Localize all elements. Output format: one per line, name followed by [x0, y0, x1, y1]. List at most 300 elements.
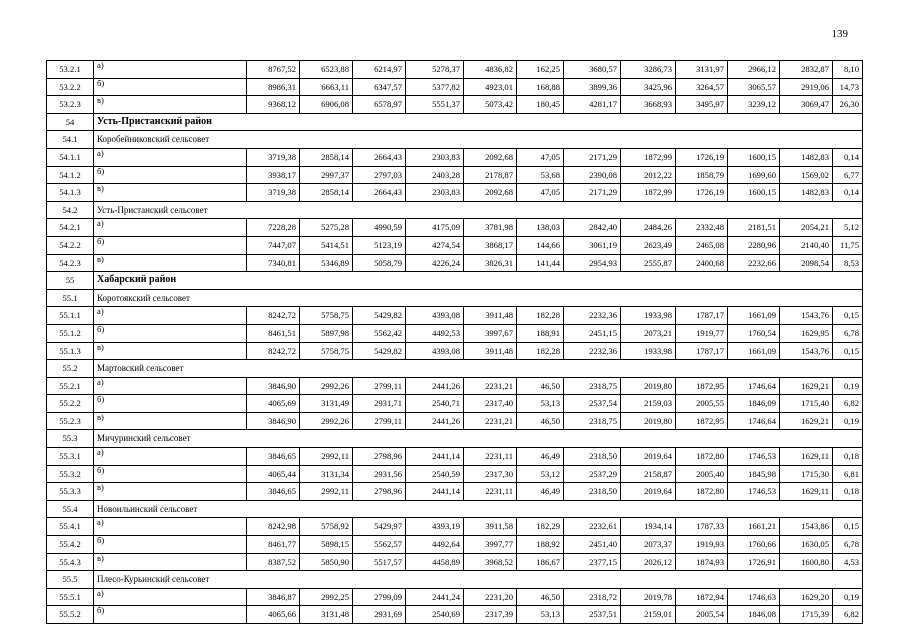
table-cell: 2390,08	[564, 166, 621, 184]
row-code: 54	[47, 113, 94, 131]
table-cell: 53,13	[517, 395, 564, 413]
table-cell: 2232,36	[564, 342, 621, 360]
table-cell: 1872,80	[676, 483, 728, 501]
table-cell: 1874,93	[676, 553, 728, 571]
table-cell: 5429,97	[353, 518, 406, 536]
table-cell: 2318,50	[564, 483, 621, 501]
table-cell: 0,15	[833, 307, 863, 325]
table-cell: 5517,57	[353, 553, 406, 571]
table-cell: 6523,88	[300, 61, 353, 79]
table-cell: 8,10	[833, 61, 863, 79]
table-cell: 1746,53	[728, 448, 780, 466]
table-cell: 7447,07	[247, 236, 300, 254]
table-cell: 1661,09	[728, 307, 780, 325]
table-cell: 2954,93	[564, 254, 621, 272]
row-code: 55.2	[47, 360, 94, 378]
table-cell: 5346,89	[300, 254, 353, 272]
row-code: 55.1.3	[47, 342, 94, 360]
table-cell: 2931,71	[353, 395, 406, 413]
table-cell: 6663,11	[300, 78, 353, 96]
table-cell: 2537,29	[564, 465, 621, 483]
table-cell: 3911,58	[464, 518, 517, 536]
table-cell: 6906,08	[300, 96, 353, 114]
table-cell: 1629,11	[780, 448, 833, 466]
table-cell: 2019,64	[621, 448, 676, 466]
district-title: Хабарский район	[94, 272, 863, 290]
row-label: в)	[94, 342, 247, 360]
table-cell: 1543,76	[780, 342, 833, 360]
table-row	[47, 96, 863, 114]
table-cell: 2140,40	[780, 236, 833, 254]
council-title: Коробейниковский сельсовет	[94, 131, 863, 149]
table-cell: 1746,64	[728, 377, 780, 395]
table-cell: 6,81	[833, 465, 863, 483]
row-label: в)	[94, 412, 247, 430]
table-cell: 3846,90	[247, 412, 300, 430]
table-cell: 2992,11	[300, 448, 353, 466]
table-cell: 3668,93	[621, 96, 676, 114]
row-label: б)	[94, 465, 247, 483]
table-row	[47, 483, 863, 501]
council-title: Новоильинский сельсовет	[94, 500, 863, 518]
row-code: 55	[47, 272, 94, 290]
table-cell: 5,12	[833, 219, 863, 237]
table-cell: 53,68	[517, 166, 564, 184]
table-cell: 186,67	[517, 553, 564, 571]
table-cell: 2537,54	[564, 395, 621, 413]
table-cell: 3065,57	[728, 78, 780, 96]
table-cell: 7340,81	[247, 254, 300, 272]
table-cell: 2400,68	[676, 254, 728, 272]
table-cell: 5058,79	[353, 254, 406, 272]
table-cell: 1629,21	[780, 412, 833, 430]
data-table	[46, 60, 863, 624]
table-cell: 2231,21	[464, 377, 517, 395]
table-cell: 2799,11	[353, 412, 406, 430]
table-cell: 3425,96	[621, 78, 676, 96]
table-cell: 6347,57	[353, 78, 406, 96]
table-cell: 2992,25	[300, 588, 353, 606]
table-cell: 2537,51	[564, 606, 621, 624]
table-cell: 2799,11	[353, 377, 406, 395]
table-cell: 0,15	[833, 518, 863, 536]
table-cell: 0,15	[833, 342, 863, 360]
table-cell: 8461,77	[247, 536, 300, 554]
table-row	[47, 588, 863, 606]
table-cell: 4065,69	[247, 395, 300, 413]
table-cell: 47,05	[517, 184, 564, 202]
row-code: 54.1.2	[47, 166, 94, 184]
table-cell: 2540,59	[406, 465, 464, 483]
table-cell: 2623,49	[621, 236, 676, 254]
table-cell: 1726,19	[676, 148, 728, 166]
row-label: в)	[94, 254, 247, 272]
table-cell: 2540,69	[406, 606, 464, 624]
table-row	[47, 324, 863, 342]
row-label: б)	[94, 395, 247, 413]
page-number: 139	[831, 28, 848, 40]
table-cell: 162,25	[517, 61, 564, 79]
table-cell: 8,53	[833, 254, 863, 272]
table-cell: 4492,53	[406, 324, 464, 342]
table-cell: 1746,63	[728, 588, 780, 606]
subsection-row	[47, 571, 863, 589]
table-cell: 1630,05	[780, 536, 833, 554]
table-cell: 2451,15	[564, 324, 621, 342]
table-cell: 3997,67	[464, 324, 517, 342]
table-cell: 8986,31	[247, 78, 300, 96]
table-cell: 3131,49	[300, 395, 353, 413]
table-cell: 2171,29	[564, 148, 621, 166]
subsection-row	[47, 289, 863, 307]
table-cell: 2465,08	[676, 236, 728, 254]
table-cell: 2232,61	[564, 518, 621, 536]
table-cell: 46,50	[517, 377, 564, 395]
table-cell: 1846,08	[728, 606, 780, 624]
table-cell: 2092,68	[464, 184, 517, 202]
row-code: 55.2.1	[47, 377, 94, 395]
table-cell: 5850,90	[300, 553, 353, 571]
table-cell: 2159,01	[621, 606, 676, 624]
table-row	[47, 412, 863, 430]
row-code: 54.2.1	[47, 219, 94, 237]
table-cell: 2303,83	[406, 148, 464, 166]
table-cell: 8242,98	[247, 518, 300, 536]
row-label: б)	[94, 536, 247, 554]
table-row	[47, 184, 863, 202]
table-cell: 4492,64	[406, 536, 464, 554]
row-label: б)	[94, 78, 247, 96]
table-cell: 3826,31	[464, 254, 517, 272]
table-cell: 3069,47	[780, 96, 833, 114]
table-cell: 1482,83	[780, 148, 833, 166]
table-cell: 2073,37	[621, 536, 676, 554]
subsection-row	[47, 360, 863, 378]
row-label: а)	[94, 148, 247, 166]
section-row	[47, 113, 863, 131]
row-code: 55.3.2	[47, 465, 94, 483]
table-cell: 5073,42	[464, 96, 517, 114]
table-cell: 0,18	[833, 483, 863, 501]
table-cell: 0,18	[833, 448, 863, 466]
table-row	[47, 536, 863, 554]
table-cell: 2318,72	[564, 588, 621, 606]
table-cell: 2317,40	[464, 395, 517, 413]
table-cell: 11,75	[833, 236, 863, 254]
row-label: б)	[94, 236, 247, 254]
table-cell: 3846,65	[247, 448, 300, 466]
table-cell: 3719,38	[247, 184, 300, 202]
table-cell: 1787,17	[676, 307, 728, 325]
table-cell: 1726,91	[728, 553, 780, 571]
table-cell: 144,66	[517, 236, 564, 254]
table-cell: 188,91	[517, 324, 564, 342]
table-cell: 2931,56	[353, 465, 406, 483]
table-cell: 5758,92	[300, 518, 353, 536]
table-row	[47, 148, 863, 166]
table-cell: 3911,48	[464, 307, 517, 325]
table-cell: 2441,26	[406, 412, 464, 430]
row-code: 54.2	[47, 201, 94, 219]
table-cell: 2181,51	[728, 219, 780, 237]
row-label: б)	[94, 606, 247, 624]
table-cell: 1746,64	[728, 412, 780, 430]
table-cell: 3264,57	[676, 78, 728, 96]
table-cell: 2540,71	[406, 395, 464, 413]
table-cell: 1629,95	[780, 324, 833, 342]
table-cell: 1919,93	[676, 536, 728, 554]
table-cell: 4393,08	[406, 342, 464, 360]
table-cell: 5377,82	[406, 78, 464, 96]
row-label: в)	[94, 184, 247, 202]
row-code: 55.3.1	[47, 448, 94, 466]
subsection-row	[47, 500, 863, 518]
subsection-row	[47, 201, 863, 219]
table-cell: 1699,60	[728, 166, 780, 184]
table-cell: 2832,87	[780, 61, 833, 79]
table-cell: 2798,96	[353, 448, 406, 466]
district-title: Усть-Пристанский район	[94, 113, 863, 131]
table-cell: 2664,43	[353, 184, 406, 202]
row-code: 55.3	[47, 430, 94, 448]
table-cell: 1845,98	[728, 465, 780, 483]
row-code: 55.4.1	[47, 518, 94, 536]
table-cell: 6,82	[833, 606, 863, 624]
table-cell: 182,28	[517, 307, 564, 325]
table-cell: 2858,14	[300, 184, 353, 202]
table-cell: 1858,79	[676, 166, 728, 184]
table-cell: 2377,15	[564, 553, 621, 571]
row-label: в)	[94, 96, 247, 114]
table-row	[47, 553, 863, 571]
table-cell: 53,13	[517, 606, 564, 624]
table-cell: 0,19	[833, 377, 863, 395]
table-cell: 3680,57	[564, 61, 621, 79]
table-cell: 3719,38	[247, 148, 300, 166]
table-cell: 2842,40	[564, 219, 621, 237]
table-cell: 1872,95	[676, 377, 728, 395]
table-cell: 1746,53	[728, 483, 780, 501]
table-cell: 46,49	[517, 448, 564, 466]
table-cell: 47,05	[517, 148, 564, 166]
table-cell: 2005,54	[676, 606, 728, 624]
row-code: 54.2.2	[47, 236, 94, 254]
table-cell: 7228,28	[247, 219, 300, 237]
table-cell: 5562,57	[353, 536, 406, 554]
table-cell: 46,50	[517, 588, 564, 606]
table-cell: 2318,75	[564, 412, 621, 430]
table-row	[47, 342, 863, 360]
table-cell: 4393,08	[406, 307, 464, 325]
table-cell: 2798,96	[353, 483, 406, 501]
council-title: Мичуринский сельсовет	[94, 430, 863, 448]
table-cell: 2092,68	[464, 148, 517, 166]
row-code: 54.2.3	[47, 254, 94, 272]
table-row	[47, 236, 863, 254]
table-cell: 6,78	[833, 536, 863, 554]
table-cell: 2966,12	[728, 61, 780, 79]
table-cell: 6,78	[833, 324, 863, 342]
table-cell: 3911,48	[464, 342, 517, 360]
row-code: 55.4	[47, 500, 94, 518]
table-cell: 3968,52	[464, 553, 517, 571]
table-cell: 2451,40	[564, 536, 621, 554]
row-code: 55.2.3	[47, 412, 94, 430]
table-cell: 6214,97	[353, 61, 406, 79]
table-cell: 1600,15	[728, 148, 780, 166]
table-cell: 14,73	[833, 78, 863, 96]
table-cell: 6,77	[833, 166, 863, 184]
table-cell: 5562,42	[353, 324, 406, 342]
council-title: Коротоякский сельсовет	[94, 289, 863, 307]
table-cell: 1760,66	[728, 536, 780, 554]
table-cell: 2797,03	[353, 166, 406, 184]
table-cell: 3846,87	[247, 588, 300, 606]
table-cell: 1787,33	[676, 518, 728, 536]
table-cell: 3938,17	[247, 166, 300, 184]
council-title: Мартовский сельсовет	[94, 360, 863, 378]
table-cell: 5897,98	[300, 324, 353, 342]
table-cell: 4226,24	[406, 254, 464, 272]
table-cell: 2232,36	[564, 307, 621, 325]
table-cell: 2403,28	[406, 166, 464, 184]
table-row	[47, 307, 863, 325]
table-cell: 2019,80	[621, 377, 676, 395]
table-cell: 4923,01	[464, 78, 517, 96]
table-cell: 46,49	[517, 483, 564, 501]
table-cell: 0,14	[833, 184, 863, 202]
table-cell: 180,45	[517, 96, 564, 114]
table-cell: 4065,44	[247, 465, 300, 483]
table-cell: 4393,19	[406, 518, 464, 536]
table-cell: 1715,39	[780, 606, 833, 624]
table-cell: 2019,80	[621, 412, 676, 430]
table-cell: 8767,52	[247, 61, 300, 79]
table-cell: 3061,19	[564, 236, 621, 254]
council-title: Плесо-Курьинский сельсовет	[94, 571, 863, 589]
table-cell: 1919,77	[676, 324, 728, 342]
table-cell: 4990,59	[353, 219, 406, 237]
table-cell: 5123,19	[353, 236, 406, 254]
subsection-row	[47, 131, 863, 149]
table-cell: 1715,40	[780, 395, 833, 413]
table-cell: 1872,95	[676, 412, 728, 430]
row-label: а)	[94, 61, 247, 79]
table-cell: 2231,11	[464, 483, 517, 501]
row-label: б)	[94, 324, 247, 342]
table-cell: 141,44	[517, 254, 564, 272]
table-cell: 0,19	[833, 412, 863, 430]
table-cell: 2303,83	[406, 184, 464, 202]
table-cell: 1933,98	[621, 342, 676, 360]
table-cell: 1569,02	[780, 166, 833, 184]
table-cell: 2441,26	[406, 377, 464, 395]
table-row	[47, 61, 863, 79]
row-code: 55.4.3	[47, 553, 94, 571]
row-label: б)	[94, 166, 247, 184]
table-cell: 3997,77	[464, 536, 517, 554]
table-row	[47, 448, 863, 466]
table-cell: 6578,97	[353, 96, 406, 114]
table-cell: 4175,09	[406, 219, 464, 237]
row-code: 53.2.3	[47, 96, 94, 114]
table-cell: 4836,82	[464, 61, 517, 79]
row-label: а)	[94, 588, 247, 606]
row-label: а)	[94, 219, 247, 237]
table-cell: 3846,65	[247, 483, 300, 501]
row-label: а)	[94, 307, 247, 325]
table-cell: 2158,87	[621, 465, 676, 483]
subsection-row	[47, 430, 863, 448]
row-code: 54.1.1	[47, 148, 94, 166]
table-cell: 2332,48	[676, 219, 728, 237]
table-cell: 5429,82	[353, 307, 406, 325]
table-cell: 182,28	[517, 342, 564, 360]
row-code: 54.1.3	[47, 184, 94, 202]
table-cell: 4274,54	[406, 236, 464, 254]
row-label: а)	[94, 377, 247, 395]
table-cell: 2931,69	[353, 606, 406, 624]
table-cell: 1872,80	[676, 448, 728, 466]
table-cell: 1661,09	[728, 342, 780, 360]
table-cell: 182,29	[517, 518, 564, 536]
table-cell: 2231,21	[464, 412, 517, 430]
table-cell: 5429,82	[353, 342, 406, 360]
table-cell: 2441,14	[406, 448, 464, 466]
table-cell: 3846,90	[247, 377, 300, 395]
table-cell: 2318,50	[564, 448, 621, 466]
table-cell: 2858,14	[300, 148, 353, 166]
row-code: 55.2.2	[47, 395, 94, 413]
table-cell: 1872,94	[676, 588, 728, 606]
table-cell: 1543,86	[780, 518, 833, 536]
table-cell: 1726,19	[676, 184, 728, 202]
table-row	[47, 78, 863, 96]
table-cell: 46,50	[517, 412, 564, 430]
table-cell: 3781,98	[464, 219, 517, 237]
table-cell: 1846,09	[728, 395, 780, 413]
table-cell: 8387,52	[247, 553, 300, 571]
row-code: 55.5.1	[47, 588, 94, 606]
table-cell: 0,14	[833, 148, 863, 166]
table-cell: 3286,73	[621, 61, 676, 79]
table-cell: 2317,30	[464, 465, 517, 483]
table-body	[47, 61, 863, 624]
table-cell: 2054,21	[780, 219, 833, 237]
table-cell: 1872,99	[621, 148, 676, 166]
table-cell: 6,82	[833, 395, 863, 413]
table-cell: 5278,37	[406, 61, 464, 79]
table-cell: 2178,87	[464, 166, 517, 184]
table-cell: 8461,51	[247, 324, 300, 342]
row-code: 55.1.1	[47, 307, 94, 325]
table-cell: 4065,66	[247, 606, 300, 624]
table-cell: 2919,06	[780, 78, 833, 96]
table-cell: 1760,54	[728, 324, 780, 342]
row-label: а)	[94, 518, 247, 536]
table-cell: 1933,98	[621, 307, 676, 325]
table-cell: 3239,12	[728, 96, 780, 114]
table-cell: 8242,72	[247, 342, 300, 360]
table-cell: 2012,22	[621, 166, 676, 184]
table-cell: 2280,96	[728, 236, 780, 254]
row-code: 55.5	[47, 571, 94, 589]
row-code: 55.1.2	[47, 324, 94, 342]
table-cell: 2484,26	[621, 219, 676, 237]
table-cell: 1787,17	[676, 342, 728, 360]
table-cell: 1934,14	[621, 518, 676, 536]
row-code: 53.2.2	[47, 78, 94, 96]
